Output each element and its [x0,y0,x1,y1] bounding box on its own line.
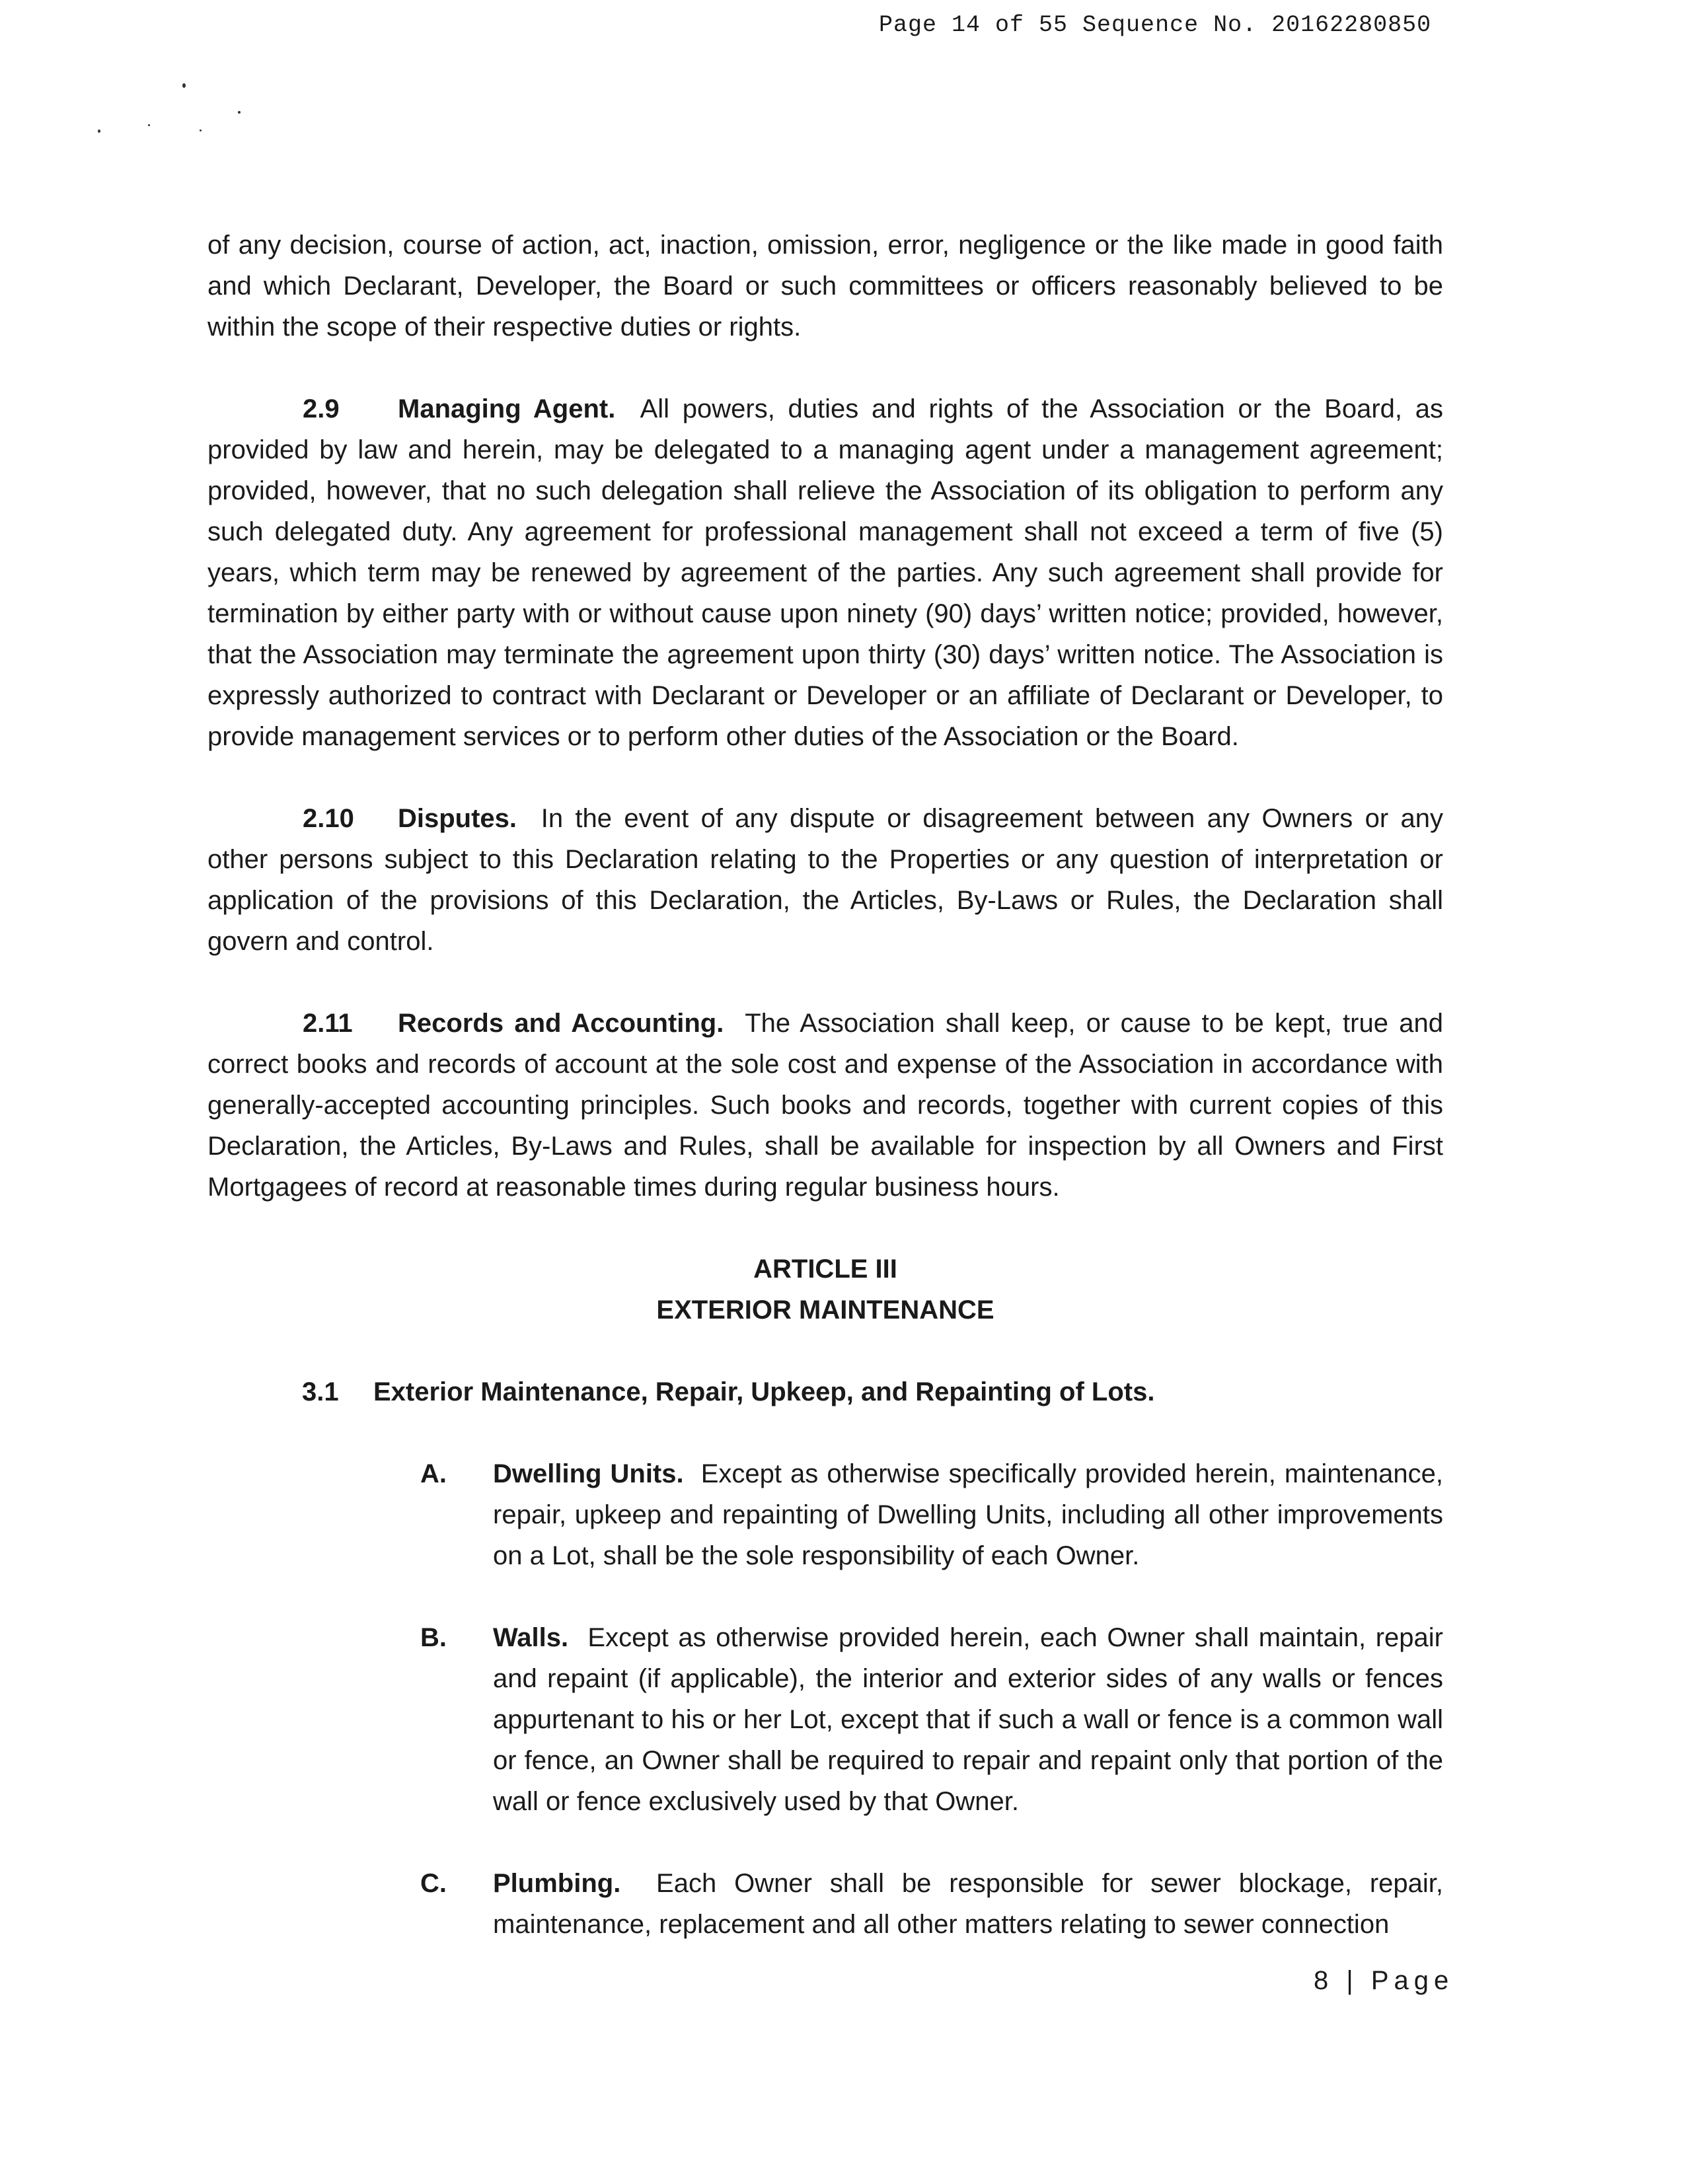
item-dwelling-units [420,1453,1443,1576]
item-body [493,1863,1443,1945]
item-text: Except as otherwise provided herein, each Owner shall maintain, repair and repaint (if applicable), the interior and exterior sides of any walls or fences appurtenant to his or her Lot, except that if such a wall or fence is a common wall or fence, an Owner shall be required to repair and repaint only that portion of the wall or fence exclusively used by that Owner. [493,1623,1443,1816]
section-text: The Association shall keep, or cause to be kept, true and correct books and records of account at the sole cost and expense of the Association in accordance with generally-accepted accounting principles. Such books and records, together with current copies of this Declaration, the Articles, By-Laws and Rules, shall be available for inspection by all Owners and First Mortgagees of record at reasonable times during regular business hours. [207,1009,1443,1202]
item-body [493,1453,1443,1576]
section-heading: Managing Agent. [398,394,616,423]
section-text: All powers, duties and rights of the Association or the Board, as provided by law and herein, may be delegated to a managing agent under a management agreement; provided, however, that no such delegation shall relieve the Association of its obligation to perform any such delegated duty. Any agreement for professional management shall not exceed a term of five (5) years, which term may be renewed by agreement of the parties. Any such agreement shall provide for termination by either party with or without cause upon ninety (90) days’ written notice; provided, however, that the Association may terminate the agreement upon thirty (30) days’ written notice. The Association is expressly authorized to contract with Declarant or Developer or an affiliate of Declarant or Developer, to provide management services or to perform other duties of the Association or the Board. [207,394,1443,751]
item-letter: B. [420,1623,447,1652]
section-heading: Exterior Maintenance, Repair, Upkeep, and Repainting of Lots. [373,1377,1155,1406]
article-title: EXTERIOR MAINTENANCE [656,1295,994,1325]
scan-speck [182,83,186,88]
scan-speck [98,129,100,133]
section-number: 2.10 [303,804,354,833]
document-body [207,225,1443,1986]
scan-speck [200,129,202,131]
item-walls [420,1617,1443,1822]
scan-speck [148,124,150,126]
item-plumbing [420,1863,1443,1945]
section-3-1-heading [302,1371,1443,1412]
section-2-9 [207,388,1443,757]
article-heading [207,1249,1443,1330]
item-letter: C. [420,1869,447,1898]
continuation-paragraph: of any decision, course of action, act, inaction, omission, error, negligence or the like made in good faith and which Declarant, Developer, the Board or such committees or officers reasonably believed to be within the scope of their respective duties or rights. [207,231,1443,342]
item-body [493,1617,1443,1822]
item-heading: Plumbing. [493,1869,621,1898]
item-heading: Walls. [493,1623,569,1652]
section-heading: Disputes. [398,804,517,833]
article-label: ARTICLE III [753,1255,897,1284]
section-text: In the event of any dispute or disagreement between any Owners or any other persons subject to this Declaration relating to the Properties or any question of interpretation or application of the provisions of this Declaration, the Articles, By-Laws or Rules, the Declaration shall govern and control. [207,804,1443,956]
item-letter: A. [420,1459,447,1488]
section-number: 3.1 [302,1377,339,1406]
section-number: 2.9 [303,394,340,423]
item-text: Except as otherwise specifically provided herein, maintenance, repair, upkeep and repainting of Dwelling Units, including all other improvements on a Lot, shall be the sole responsibility of each Owner. [493,1459,1444,1570]
page-number: 8 | Page [1314,1966,1454,1995]
scan-speck [238,111,241,114]
section-number: 2.11 [303,1009,353,1038]
item-heading: Dwelling Units. [493,1459,684,1488]
section-2-11 [207,1003,1443,1208]
item-text: Each Owner shall be responsible for sewer blockage, repair, maintenance, replacement and all other matters relating to sewer connection [493,1869,1443,1939]
page-sequence-header: Page 14 of 55 Sequence No. 20162280850 [879,12,1432,38]
section-2-10 [207,798,1443,962]
section-heading: Records and Accounting. [398,1009,724,1038]
